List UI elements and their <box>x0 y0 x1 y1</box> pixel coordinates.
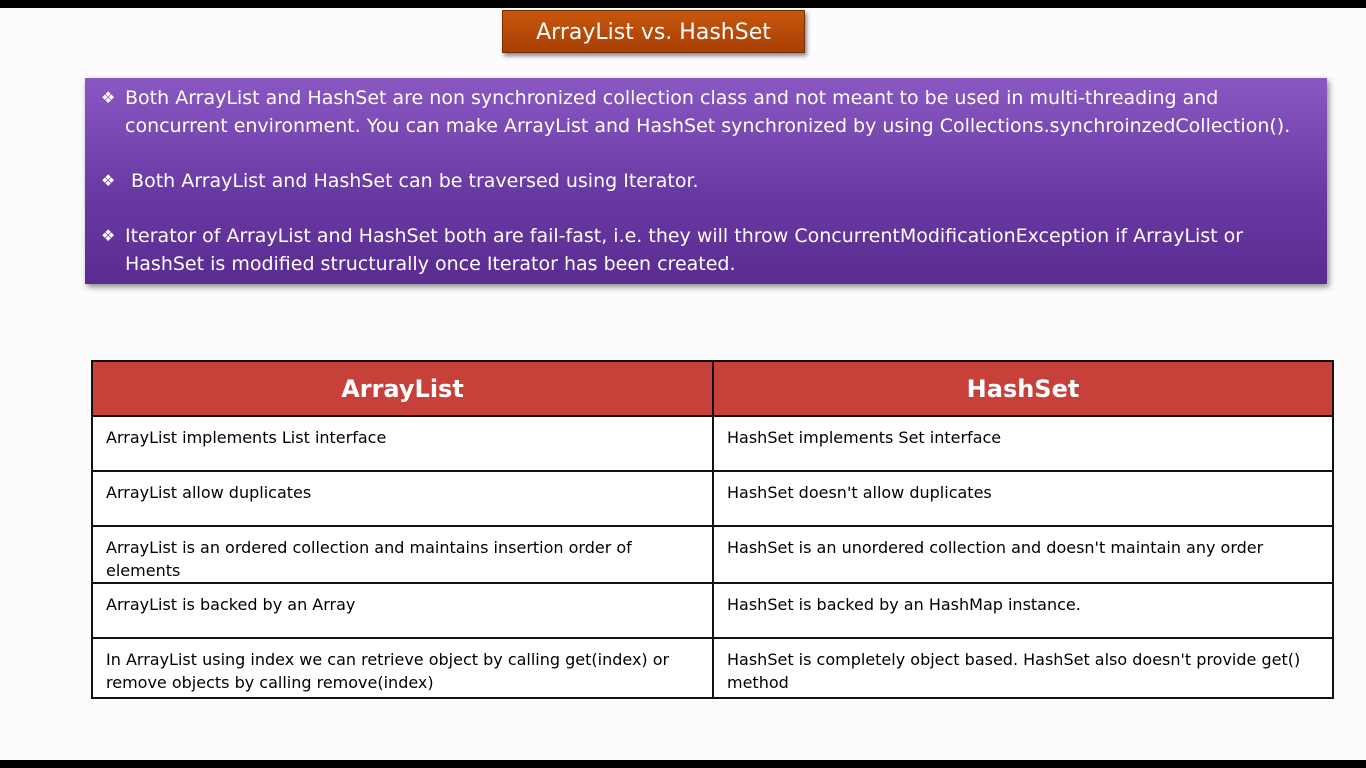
table-header-row <box>92 361 1333 416</box>
hashset-cell: HashSet doesn't allow duplicates <box>713 471 1333 526</box>
bullet-item <box>101 84 1313 140</box>
diamond-bullet-icon: ❖ <box>101 171 116 190</box>
hashset-cell: HashSet implements Set interface <box>713 416 1333 471</box>
bullet-item <box>101 167 1313 195</box>
bullet-text: Both ArrayList and HashSet can be traversed using Iterator. <box>125 170 699 192</box>
table-row <box>92 638 1333 698</box>
table-row <box>92 471 1333 526</box>
hashset-cell: HashSet is an unordered collection and doesn't maintain any order <box>713 526 1333 583</box>
table-row <box>92 526 1333 583</box>
hashset-cell: HashSet is backed by an HashMap instance. <box>713 583 1333 638</box>
slide <box>0 8 1366 760</box>
header-hashset: HashSet <box>713 361 1333 416</box>
slide-title: ArrayList vs. HashSet <box>502 10 805 53</box>
table-row <box>92 583 1333 638</box>
diamond-bullet-icon: ❖ <box>101 88 116 107</box>
arraylist-cell: ArrayList implements List interface <box>92 416 713 471</box>
bullet-item <box>101 222 1313 278</box>
arraylist-cell: ArrayList allow duplicates <box>92 471 713 526</box>
arraylist-cell: ArrayList is backed by an Array <box>92 583 713 638</box>
arraylist-cell: In ArrayList using index we can retrieve object by calling get(index) or remove objects by calling remove(index) <box>92 638 713 698</box>
hashset-cell: HashSet is completely object based. HashSet also doesn't provide get() method <box>713 638 1333 698</box>
table-row <box>92 416 1333 471</box>
diamond-bullet-icon: ❖ <box>101 226 116 245</box>
header-arraylist: ArrayList <box>92 361 713 416</box>
bullet-text: Iterator of ArrayList and HashSet both are fail-fast, i.e. they will throw ConcurrentModificationException if ArrayList or HashSet is modified structurally once Iterator has been created. <box>125 225 1244 275</box>
summary-bullets-box <box>85 78 1327 284</box>
comparison-table <box>91 360 1334 699</box>
bullet-text: Both ArrayList and HashSet are non synchronized collection class and not meant to be used in multi-threading and concurrent environment. You can make ArrayList and HashSet synchronized by using Collections.synchroinzedCollection(). <box>125 87 1291 137</box>
arraylist-cell: ArrayList is an ordered collection and maintains insertion order of elements <box>92 526 713 583</box>
